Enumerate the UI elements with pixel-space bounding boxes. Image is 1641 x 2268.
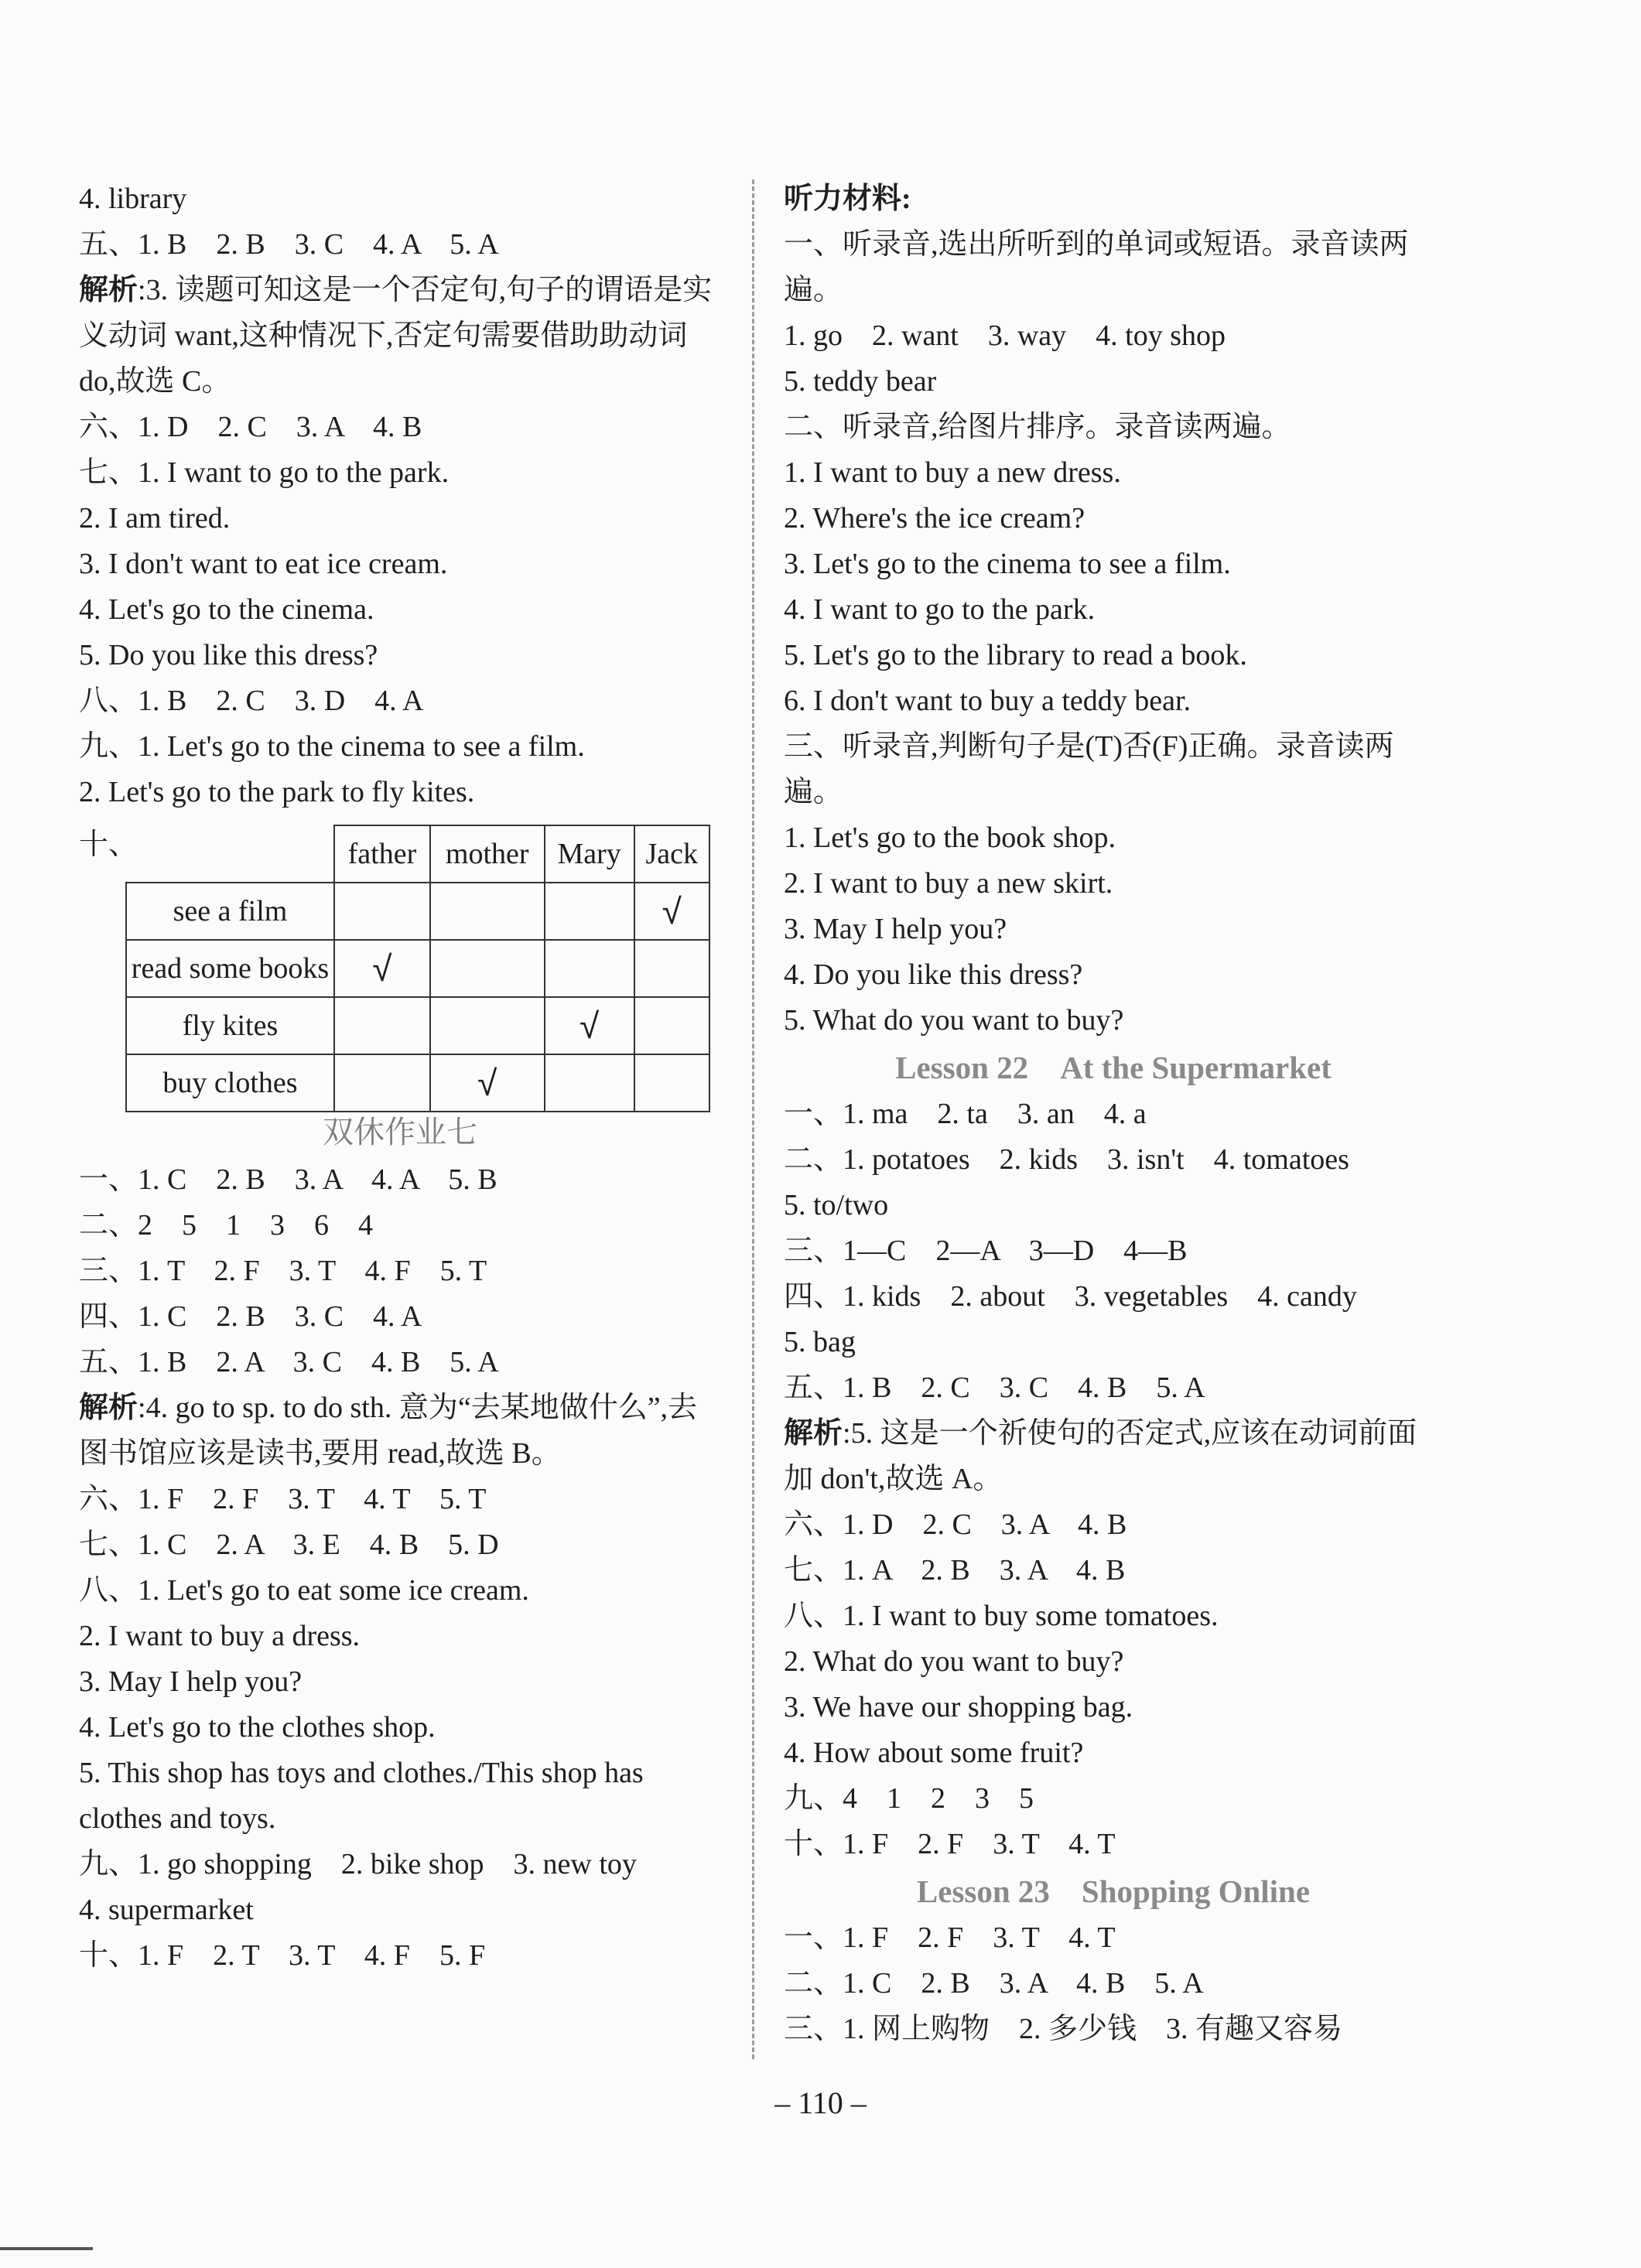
table-row	[126, 940, 709, 997]
answer-line: 五、1. B 2. C 3. C 4. B 5. A	[784, 1371, 1205, 1404]
answer-line: 5. bag	[784, 1326, 856, 1358]
answer-line: 九、1. go shopping 2. bike shop 3. new toy	[79, 1848, 637, 1880]
answer-line: 四、1. kids 2. about 3. vegetables 4. candy	[784, 1280, 1357, 1313]
answer-table-block	[79, 815, 721, 1108]
answer-line: 4. I want to go to the park.	[784, 593, 1096, 626]
check-cell	[545, 1054, 634, 1112]
answer-line: 5. Do you like this dress?	[79, 639, 378, 671]
answer-line: 5. What do you want to buy?	[784, 1004, 1124, 1037]
answer-line: 2. Where's the ice cream?	[784, 502, 1085, 535]
answer-line: 5. Let's go to the library to read a book.	[784, 639, 1247, 671]
answer-line: 3. May I help you?	[784, 913, 1007, 945]
answer-line: 八、1. Let's go to eat some ice cream.	[79, 1574, 529, 1607]
header-father: father	[334, 825, 430, 883]
activity-cell: fly kites	[126, 997, 334, 1054]
check-cell: √	[430, 1054, 545, 1112]
table-row	[126, 997, 709, 1054]
check-cell	[545, 940, 634, 997]
answer-line: 2. I am tired.	[79, 502, 231, 535]
answer-line: 二、2 5 1 3 6 4	[79, 1209, 374, 1242]
answer-line: 四、1. C 2. B 3. C 4. A	[79, 1300, 422, 1333]
header-mother: mother	[430, 825, 545, 883]
answer-line: 七、1. A 2. B 3. A 4. B	[784, 1554, 1126, 1587]
check-cell	[430, 883, 545, 940]
check-cell	[634, 1054, 709, 1112]
analysis-paragraph	[79, 1385, 721, 1477]
instruction-line: 一、听录音,选出所听到的单词或短语。录音读两遍。	[784, 228, 1409, 306]
answer-line: 1. go 2. want 3. way 4. toy shop	[784, 319, 1226, 352]
answer-line: 4. Let's go to the clothes shop.	[79, 1711, 436, 1744]
analysis-label: 解析	[784, 1417, 843, 1450]
answer-line: 4. library	[79, 183, 187, 215]
analysis-text: :4. go to sp. to do sth. 意为“去某地做什么”,去图书馆应该是读书,要用 read,故选 B。	[79, 1392, 698, 1470]
page-number: – 110 –	[774, 2085, 867, 2120]
answer-line: 七、1. C 2. A 3. E 4. B 5. D	[79, 1529, 499, 1561]
check-cell: √	[334, 940, 430, 997]
scan-edge-mark	[0, 2247, 93, 2250]
header-jack: Jack	[634, 825, 709, 883]
activity-table	[125, 825, 710, 1112]
answer-line: 二、1. potatoes 2. kids 3. isn't 4. tomatoes	[784, 1143, 1349, 1176]
answer-line: 八、1. B 2. C 3. D 4. A	[79, 685, 424, 717]
answer-line: 5. This shop has toys and clothes./This shop has clothes and toys.	[79, 1757, 644, 1835]
table-row	[126, 883, 709, 940]
analysis-text: :5. 这是一个祈使句的否定式,应该在动词前面加 don't,故选 A。	[784, 1417, 1417, 1495]
answer-line: 6. I don't want to buy a teddy bear.	[784, 685, 1191, 717]
table-number: 十、	[79, 828, 138, 861]
answer-line: 三、1—C 2—A 3—D 4—B	[784, 1235, 1188, 1267]
answer-line: 1. Let's go to the book shop.	[784, 821, 1116, 854]
activity-cell: see a film	[126, 883, 334, 940]
answer-line: 九、1. Let's go to the cinema to see a film.	[79, 730, 585, 763]
table-row	[126, 1054, 709, 1112]
answer-line: 4. supermarket	[79, 1894, 254, 1926]
column-divider	[752, 179, 754, 2059]
analysis-label: 解析	[79, 1392, 138, 1424]
answer-line: 九、4 1 2 3 5	[784, 1782, 1034, 1815]
answer-line: 一、1. F 2. F 3. T 4. T	[784, 1921, 1116, 1954]
answer-line: 八、1. I want to buy some tomatoes.	[784, 1600, 1219, 1632]
check-cell: √	[634, 883, 709, 940]
analysis-label: 解析	[79, 274, 138, 306]
answer-line: 4. Do you like this dress?	[784, 958, 1083, 991]
answer-line: 一、1. C 2. B 3. A 4. A 5. B	[79, 1163, 497, 1196]
check-cell	[634, 940, 709, 997]
check-cell: √	[545, 997, 634, 1054]
answer-line: 六、1. D 2. C 3. A 4. B	[79, 411, 422, 443]
answer-line: 六、1. F 2. F 3. T 4. T 5. T	[79, 1483, 487, 1515]
check-cell	[334, 997, 430, 1054]
table-corner-cell	[126, 825, 334, 883]
lesson-22-title: Lesson 22 At the Supermarket	[895, 1050, 1332, 1085]
answer-line: 三、1. 网上购物 2. 多少钱 3. 有趣又容易	[784, 2013, 1343, 2045]
answer-line: 4. How about some fruit?	[784, 1737, 1084, 1769]
analysis-text: :3. 读题可知这是一个否定句,句子的谓语是实义动词 want,这种情况下,否定句需要借助助动词 do,故选 C。	[79, 274, 713, 398]
check-cell	[430, 940, 545, 997]
check-cell	[545, 883, 634, 940]
check-cell	[334, 1054, 430, 1112]
answer-line: 3. May I help you?	[79, 1665, 303, 1698]
answer-line: 4. Let's go to the cinema.	[79, 593, 374, 626]
answer-line: 六、1. D 2. C 3. A 4. B	[784, 1508, 1127, 1541]
lesson-23-title: Lesson 23 Shopping Online	[916, 1873, 1311, 1909]
instruction-line: 二、听录音,给图片排序。录音读两遍。	[784, 411, 1291, 443]
table-header-row	[126, 825, 709, 883]
answer-line: 十、1. F 2. T 3. T 4. F 5. F	[79, 1939, 486, 1972]
answer-line: 二、1. C 2. B 3. A 4. B 5. A	[784, 1967, 1204, 2000]
section-title: 双休作业七	[323, 1115, 477, 1150]
answer-line: 5. teddy bear	[784, 365, 937, 398]
answer-line: 2. Let's go to the park to fly kites.	[79, 776, 475, 808]
check-cell	[430, 997, 545, 1054]
answer-line: 3. Let's go to the cinema to see a film.	[784, 548, 1231, 580]
left-column	[79, 176, 721, 1979]
right-column	[784, 176, 1443, 2052]
answer-line: 五、1. B 2. A 3. C 4. B 5. A	[79, 1346, 499, 1378]
answer-line: 一、1. ma 2. ta 3. an 4. a	[784, 1098, 1147, 1130]
answer-line: 五、1. B 2. B 3. C 4. A 5. A	[79, 228, 499, 261]
activity-cell: buy clothes	[126, 1054, 334, 1112]
answer-line: 3. We have our shopping bag.	[784, 1691, 1133, 1723]
listening-material-heading: 听力材料:	[784, 183, 911, 215]
activity-cell: read some books	[126, 940, 334, 997]
check-cell	[634, 997, 709, 1054]
answer-line: 5. to/two	[784, 1189, 889, 1221]
analysis-paragraph	[79, 268, 721, 405]
check-cell	[334, 883, 430, 940]
answer-line: 2. I want to buy a new skirt.	[784, 867, 1113, 900]
answer-line: 十、1. F 2. F 3. T 4. T	[784, 1828, 1116, 1860]
answer-line: 3. I don't want to eat ice cream.	[79, 548, 448, 580]
answer-line: 七、1. I want to go to the park.	[79, 456, 450, 489]
answer-line: 2. I want to buy a dress.	[79, 1620, 361, 1652]
instruction-line: 三、听录音,判断句子是(T)否(F)正确。录音读两遍。	[784, 730, 1394, 808]
header-mary: Mary	[545, 825, 634, 883]
answer-line: 三、1. T 2. F 3. T 4. F 5. T	[79, 1255, 487, 1287]
answer-line: 1. I want to buy a new dress.	[784, 456, 1121, 489]
analysis-paragraph	[784, 1411, 1443, 1502]
answer-line: 2. What do you want to buy?	[784, 1645, 1124, 1678]
